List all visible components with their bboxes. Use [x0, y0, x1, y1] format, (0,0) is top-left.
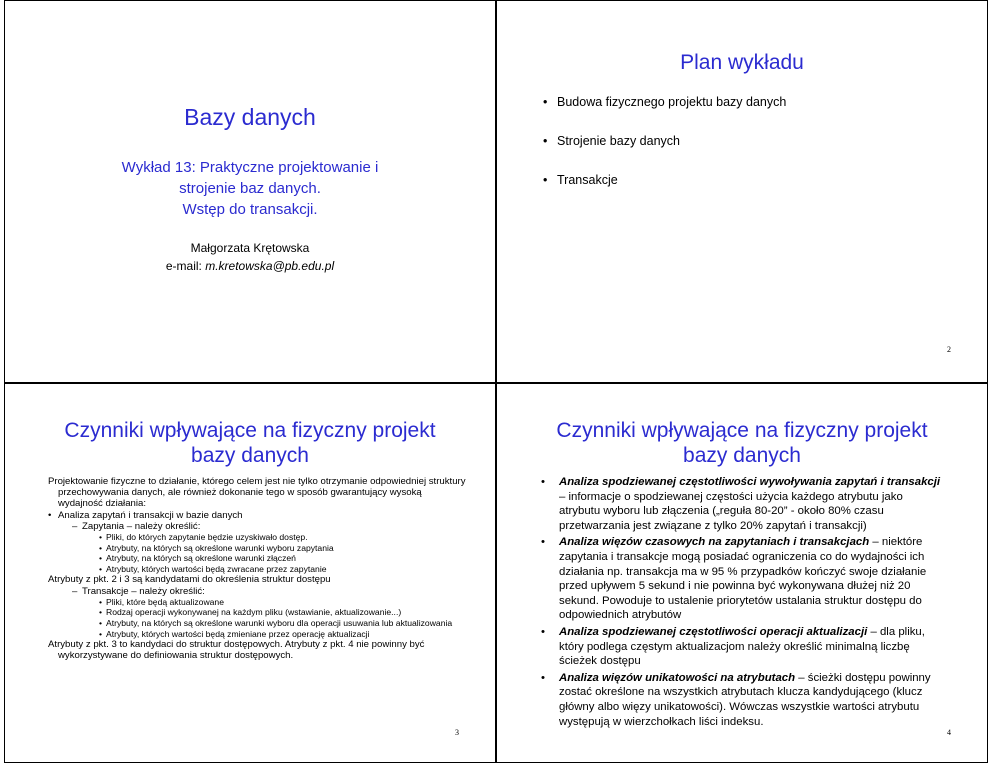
slide-1 — [4, 0, 496, 383]
sub-list-item: – Transakcje – należy określić: — [48, 586, 468, 597]
slide-body — [48, 476, 468, 662]
slide-title: Plan wykładu — [680, 51, 804, 74]
item-text: – niektóre zapytania i transakcje mogą posiadać ograniczenia co do wydajności ich działania np. transakcja ma w 95 % przypadków kończyć swoje działanie przed upływem 5 sekund i nie powinna być wykonywana dłużej niż 20 sekund. Powoduje to ustalenie priorytetów ustalania struktur dostępu do odpowiednich atrybutów — [559, 536, 927, 622]
author-name: Małgorzata Krętowska — [190, 241, 310, 255]
list-item — [541, 475, 946, 533]
lecture-subtitle — [5, 157, 495, 220]
email-label: e-mail: — [165, 259, 206, 273]
list-item: • Atrybuty, na których są określone warunki wyboru zapytania — [48, 543, 468, 554]
author-block — [5, 239, 495, 275]
slide-2 — [496, 0, 988, 383]
title-line-1: Czynniki wpływające na fizyczny projekt — [64, 419, 436, 442]
list-item: • Strojenie bazy danych — [543, 132, 786, 171]
note-paragraph: Atrybuty z pkt. 2 i 3 są kandydatami do określenia struktur dostępu — [48, 574, 331, 586]
list-item — [541, 535, 946, 623]
title-line-2: bazy danych — [191, 444, 309, 467]
title-line-1: Czynniki wpływające na fizyczny projekt — [556, 419, 928, 442]
list-item: • Atrybuty, których wartości będą zmieniane przez operację aktualizacji — [48, 629, 468, 640]
list-item — [541, 671, 946, 729]
list-item: • Pliki, które będą aktualizowane — [48, 597, 468, 608]
list-item: • Budowa fizycznego projektu bazy danych — [543, 93, 786, 132]
sub-list-item: – Zapytania – należy określić: — [48, 521, 468, 532]
slide-title — [497, 418, 987, 468]
list-item: • Pliki, do których zapytanie będzie uzyskiwało dostęp. — [48, 532, 468, 543]
list-item: • Rodzaj operacji wykonywanej na każdym pliku (wstawianie, aktualizowanie...) — [48, 607, 468, 618]
list-item: • Atrybuty, których wartości będą zwracane przez zapytanie — [48, 564, 468, 575]
title-line-2: bazy danych — [683, 444, 801, 467]
list-item: • Analiza zapytań i transakcji w bazie danych — [48, 510, 468, 521]
page-number: 3 — [455, 728, 459, 737]
item-heading: Analiza spodziewanej częstotliwości wywoływania zapytań i transakcji — [559, 476, 941, 488]
item-text: – informacje o spodziewanej częstości użycia każdego atrybutu jako atrybutu wyboru lub złączenia („reguła 80-20” - około 80% czasu przetwarzania jest związane z tylko 20% zapytań i transakcji) — [559, 490, 903, 532]
page-number: 4 — [947, 728, 951, 737]
item-heading: Analiza więzów unikatowości na atrybutach — [559, 671, 796, 684]
item-text: – ścieżki dostępu powinny zostać określone na wszystkich atrybutach klucza kandydującego (klucz główny albo więzy unikatowości). Wówczas wszystkie wartości atrybutu występują w wierzchołkach liści indeksu. — [559, 671, 931, 728]
presentation-title: Bazy danych — [184, 104, 316, 130]
list-item — [541, 625, 946, 669]
slide-4 — [496, 383, 988, 763]
author-email-line — [5, 257, 495, 275]
note-paragraph: Atrybuty z pkt. 3 to kandydaci do struktur dostępowych. Atrybuty z pkt. 4 nie powinny być wykorzystywane do definiowania struktur dostępowych. — [48, 639, 425, 662]
slide-3 — [4, 383, 496, 763]
item-text: – dla pliku, który podlega częstym aktualizacjom należy określić minimalną liczbę ścieżek dostępu — [559, 625, 925, 668]
subtitle-line-3: Wstęp do transakcji. — [182, 201, 318, 218]
slide-title — [5, 418, 495, 468]
list-item: • Atrybuty, na których są określone warunki złączeń — [48, 553, 468, 564]
list-item: • Atrybuty, na których są określone warunki wyboru dla operacji usuwania lub aktualizowania — [48, 618, 468, 629]
subtitle-line-2: strojenie baz danych. — [179, 180, 321, 197]
intro-paragraph: Projektowanie fizyczne to działanie, którego celem jest nie tylko otrzymanie odpowiedniej struktury przechowywania danych, ale również dokonanie tego w sposób gwarantujący wysoką wydajność działania: — [48, 476, 466, 510]
list-item: • Transakcje — [543, 171, 786, 210]
agenda-list — [543, 93, 786, 210]
author-email: m.kretowska@pb.edu.pl — [205, 259, 335, 273]
factors-list — [541, 475, 946, 731]
page-number: 2 — [947, 345, 951, 354]
subtitle-line-1: Wykład 13: Praktyczne projektowanie i — [121, 159, 379, 176]
item-heading: Analiza więzów czasowych na zapytaniach i transakcjach — [559, 536, 870, 549]
item-heading: Analiza spodziewanej częstotliwości operacji aktualizacji — [559, 625, 868, 638]
